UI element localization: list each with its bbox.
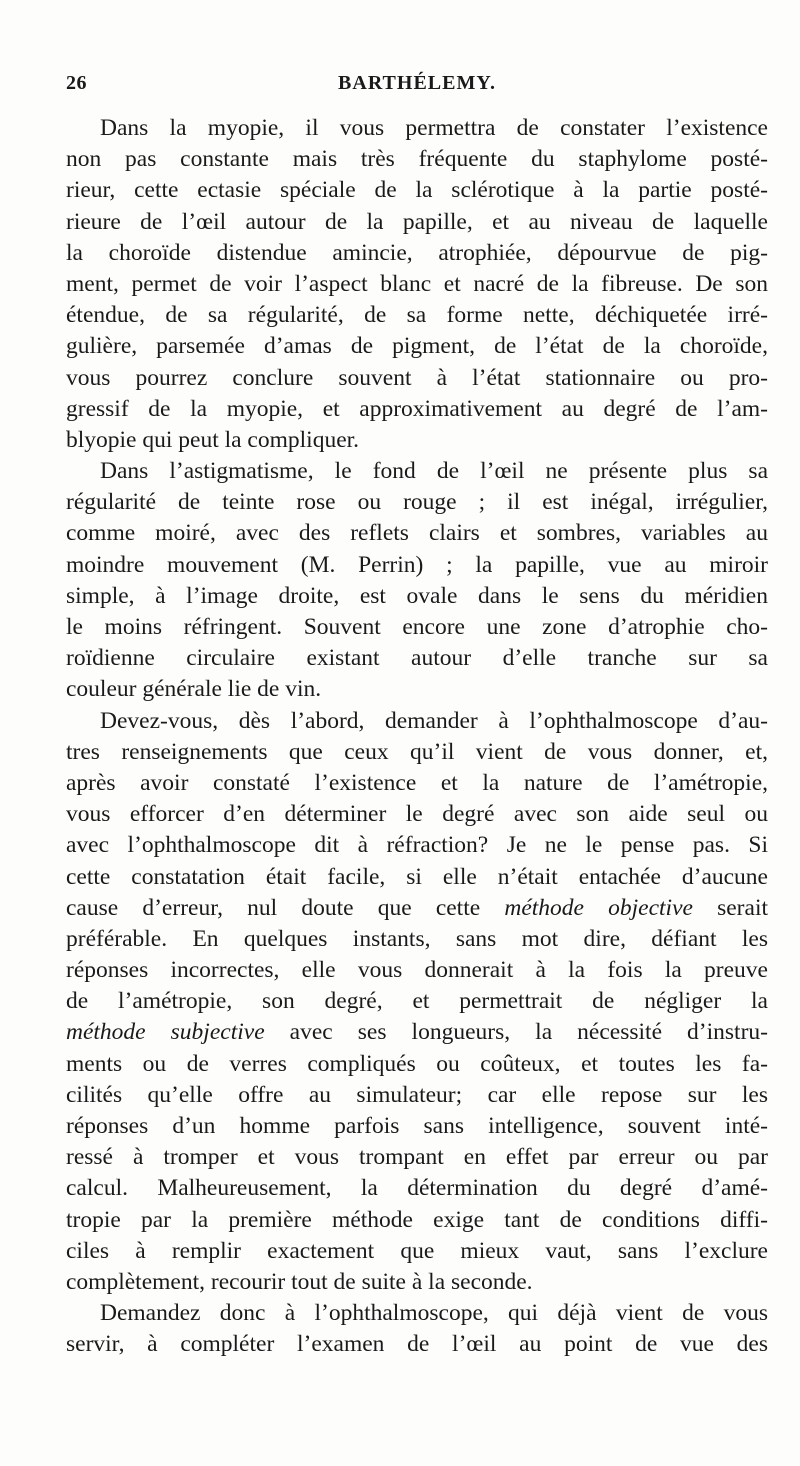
text-segment: ment, permet de voir l’aspect blanc et nacré de la fibreuse. De son [66, 270, 768, 297]
text-line [66, 550, 768, 581]
text-line [66, 1236, 768, 1267]
text-segment: ments ou de verres compliqués ou coûteux, et toutes les fa- [66, 1050, 768, 1077]
text-segment: complètement, recourir tout de suite à la seconde. [66, 1268, 533, 1295]
text-segment: roïdienne circulaire existant autour d’elle tranche sur sa [66, 645, 768, 672]
text-line [66, 113, 768, 144]
text-segment: après avoir constaté l’existence et la nature de l’amétropie, [66, 769, 768, 796]
text-segment: avec l’ophthalmoscope dit à réfraction? Je ne le pense pas. Si [66, 832, 768, 859]
text-line [66, 955, 768, 986]
text-segment: tropie par la première méthode exige tant de conditions diffi- [66, 1206, 768, 1233]
text-segment: le moins réfringent. Souvent encore une zone d’atrophie cho- [66, 614, 768, 640]
text-line [66, 1173, 768, 1204]
text-segment: cette constatation était facile, si elle n’était entachée d’aucune [66, 863, 768, 890]
text-line [66, 706, 768, 737]
text-line [66, 893, 768, 924]
italic-phrase: méthode objective [504, 894, 693, 921]
text-segment: servir, à compléter l’examen de l’œil au point de vue des [66, 1331, 768, 1358]
text-segment: ressé à tromper et vous trompant en effet par erreur ou par [66, 1144, 768, 1171]
text-segment: réponses d’un homme parfois sans intelligence, souvent inté- [66, 1113, 768, 1139]
text-line [66, 518, 768, 549]
text-line [66, 612, 768, 643]
text-segment: Dans la myopie, il vous permettra de constater l’existence [100, 115, 768, 141]
text-line [66, 456, 768, 487]
text-segment: ciles à remplir exactement que mieux vaut, sans l’exclure [66, 1237, 768, 1264]
text-line [66, 487, 768, 518]
text-segment: Demandez donc à l’ophthalmoscope, qui déjà vient de vous [100, 1300, 768, 1327]
text-line [66, 1205, 768, 1236]
running-head [66, 72, 768, 100]
text-segment: rieur, cette ectasie spéciale de la sclérotique à la partie posté- [66, 177, 768, 204]
text-line [66, 1111, 768, 1142]
text-segment: cause d’erreur, nul doute que cette [66, 894, 505, 921]
text-segment: couleur générale lie de vin. [66, 676, 322, 703]
text-line [66, 269, 768, 300]
text-segment: gressif de la myopie, et approximativement au degré de l’am- [66, 395, 768, 422]
text-line [66, 830, 768, 861]
text-line [66, 207, 768, 238]
text-segment: étendue, de sa régularité, de sa forme nette, déchiquetée irré- [66, 302, 768, 329]
text-segment: vous efforcer d’en déterminer le degré avec son aide seul ou [66, 801, 768, 828]
text-segment: blyopie qui peut la compliquer. [66, 426, 360, 453]
text-segment: Devez-vous, dès l’abord, demander à l’ophthalmoscope d’au- [100, 707, 768, 734]
text-segment: gulière, parsemée d’amas de pigment, de l’état de la choroïde, [66, 333, 768, 360]
text-segment: de l’amétropie, son degré, et permettrait de négliger la [66, 988, 768, 1015]
text-line [66, 144, 768, 175]
text-segment: non pas constante mais très fréquente du staphylome posté- [66, 146, 768, 173]
text-line [66, 674, 768, 705]
text-segment: préférable. En quelques instants, sans mot dire, défiant les [66, 925, 768, 952]
text-line [66, 799, 768, 830]
text-line [66, 394, 768, 425]
text-segment: comme moiré, avec des reflets clairs et sombres, variables au [66, 520, 768, 547]
text-segment: vous pourrez conclure souvent à l’état stationnaire ou pro- [66, 364, 768, 391]
text-segment: Dans l’astigmatisme, le fond de l’œil ne présente plus sa [100, 458, 768, 485]
italic-phrase: méthode subjective [66, 1019, 265, 1046]
running-title: BARTHÉLEMY. [338, 72, 496, 94]
text-segment: tres renseignements que ceux qu’il vient de vous donner, et, [66, 738, 768, 765]
text-line [66, 581, 768, 612]
text-line [66, 331, 768, 362]
text-line [66, 425, 768, 456]
text-line [66, 1017, 768, 1048]
text-line [66, 768, 768, 799]
text-line [66, 300, 768, 331]
text-segment: avec ses longueurs, la nécessité d’instru- [264, 1019, 768, 1046]
text-line [66, 1049, 768, 1080]
text-line [66, 737, 768, 768]
text-line [66, 986, 768, 1017]
page-number: 26 [66, 72, 87, 94]
text-segment: calcul. Malheureusement, la détermination du degré d’amé- [66, 1175, 768, 1202]
text-line [66, 1080, 768, 1111]
text-line [66, 1329, 768, 1360]
text-segment: moindre mouvement (M. Perrin) ; la papille, vue au miroir [66, 551, 768, 578]
text-segment: cilités qu’elle offre au simulateur; car elle repose sur les [66, 1081, 768, 1108]
text-line [66, 175, 768, 206]
text-segment: serait [692, 894, 768, 921]
text-line [66, 643, 768, 674]
text-line [66, 1298, 768, 1329]
text-line [66, 1142, 768, 1173]
text-segment: réponses incorrectes, elle vous donnerait à la fois la preuve [66, 957, 768, 984]
body-text [66, 113, 768, 1361]
text-line [66, 1267, 768, 1298]
text-segment: régularité de teinte rose ou rouge ; il est inégal, irrégulier, [66, 489, 768, 516]
text-line [66, 238, 768, 269]
text-line [66, 363, 768, 394]
text-segment: rieure de l’œil autour de la papille, et au niveau de laquelle [66, 208, 768, 235]
text-line [66, 862, 768, 893]
text-segment: la choroïde distendue amincie, atrophiée, dépourvue de pig- [66, 239, 768, 266]
text-segment: simple, à l’image droite, est ovale dans le sens du méridien [66, 582, 768, 609]
text-line [66, 924, 768, 955]
